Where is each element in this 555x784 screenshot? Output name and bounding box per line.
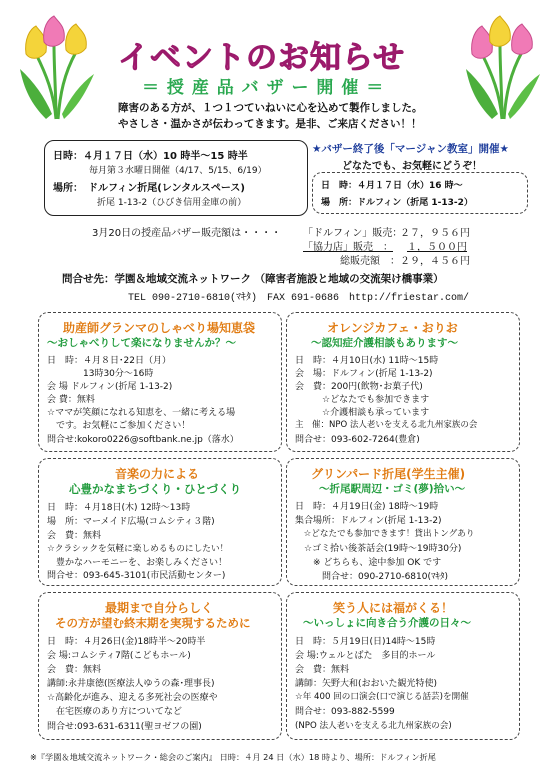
event-line: 会 費：無料 <box>47 665 102 675</box>
event-line: 日 時：４月８日･22日（月） <box>47 356 171 366</box>
event-contact: (NPO 法人老いを支える北九州家族の会) <box>295 721 452 731</box>
mahjong-date: 日 時：４月１７日（水）16 時～ <box>321 181 463 191</box>
mahjong-sub: どなたでも、お気軽にどうぞ！ <box>342 161 482 172</box>
event-line: 主 催：NPO 法人老いを支える北九州家族の会 <box>295 420 478 430</box>
event-line: 場 所：マーメイド広場(コムシティ３階) <box>47 517 215 527</box>
event-title: 音楽の力による <box>115 467 200 481</box>
event-line: 会 費：無料 <box>295 665 350 675</box>
event-line: 日 時：４月26日(金)18時半～20時半 <box>47 637 206 647</box>
event-title: 助産師グランマのしゃべり場知恵袋 <box>63 321 256 335</box>
event-contact: 問合せ：093-602-7264(豊倉) <box>295 435 420 445</box>
event-line: です。お気軽にご参加ください！ <box>47 421 191 431</box>
bazaar-address: 折尾 1-13-2（ひびき信用金庫の前） <box>97 198 247 208</box>
event-line: 集合場所：ドルフィン(折尾 1-13-2) <box>295 516 442 526</box>
event-line: 問合せ：093-882-5599 <box>295 707 395 717</box>
bazaar-place: 場所： ドルフィン折尾(レンタルスペース) <box>53 183 245 194</box>
event-line: 会 費：無料 <box>47 395 95 405</box>
event-contact: 問合せ:093-631-6311(聖ヨゼフの園) <box>47 722 202 732</box>
event-line: 日 時：４月19日(金) 18時～19時 <box>295 502 439 512</box>
event-line: 会 場:ウェルとばた 多目的ホール <box>295 651 436 661</box>
event-line: 在宅医療のあり方についてなど <box>47 707 182 717</box>
event-line: 日 時：４月18日(木) 12時～13時 <box>47 503 191 513</box>
event-contact: 問合せ:kokoro0226@softbank.ne.jp（落水） <box>47 435 239 445</box>
event-card-midwife <box>38 312 282 452</box>
event-line: ☆クラシックを気軽に楽しめるものにしたい！ <box>47 544 229 554</box>
event-card-end-of-life <box>38 592 282 740</box>
page-title: イベントのお知らせ <box>118 40 406 76</box>
event-line: 会 場:コムシティ7階(こどもホール) <box>47 651 191 661</box>
event-line: 日 時：５月19日(日)14時～15時 <box>295 637 436 647</box>
event-card-greenbird <box>286 458 520 586</box>
event-line: 会 費：無料 <box>47 531 102 541</box>
event-line: ☆高齢化が進み、迎える多死社会の医療や <box>47 693 218 703</box>
event-title: グリンパード折尾(学生主催) <box>311 467 466 481</box>
sales-row3-value: ２９，４５６円 <box>400 256 470 267</box>
event-line: 会 費：200円(飲物･お菓子代) <box>295 382 423 392</box>
page-subtitle: ＝ 授 産 品 バ ザ ー 開 催 ＝ <box>142 78 385 98</box>
contact-line-2: TEL 090-2710-6810(ﾏｷﾀ) FAX 691-0686 http://friestar.com/ <box>128 293 470 304</box>
sales-row1-value: ２７，９５６円 <box>400 228 470 239</box>
event-subtitle: 心豊かなまちづくり・ひとづくり <box>69 482 242 496</box>
event-line: 豊かなハーモニーを、お楽しみください！ <box>47 558 228 568</box>
sales-lead: 3月20日の授産品バザー販売額は・・・・ <box>92 228 282 239</box>
event-title: 最期まで自分らしく <box>105 601 214 615</box>
event-line: ☆年 400 回の口演会(口で演じる話芸)を開催 <box>295 692 469 702</box>
event-contact: 問合せ：090-2710-6810(ﾏｷﾀ) <box>295 572 449 582</box>
mahjong-info-box <box>312 172 528 214</box>
event-line: 会 場 ドルフィン(折尾 1-13-2) <box>47 382 173 392</box>
event-card-music <box>38 458 282 586</box>
event-line: ☆介護相談も承っています <box>295 408 430 418</box>
intro-line-1: 障害のある方が、１つ１つていねいに心を込めて製作しました。 <box>118 102 423 114</box>
sales-row3-label: 総販売額 ： <box>340 256 400 267</box>
event-title: 笑う人には福がくる！ <box>333 601 454 615</box>
sales-row2-value: １，５００円 <box>407 242 467 253</box>
event-line: 会 場：ドルフィン(折尾 1-13-2) <box>295 369 433 379</box>
bazaar-monthly: 毎月第３水曜日開催（4/17、5/15、6/19） <box>89 166 267 176</box>
bazaar-date: 日時：４月１７日（水）10 時半～15 時半 <box>53 151 248 162</box>
event-line: 日 時：４月10日(水) 11時～15時 <box>295 356 439 366</box>
mahjong-heading: ★バザー終了後「マージャン教室」開催★ <box>312 143 509 155</box>
event-subtitle: ～折尾駅周辺・ゴミ(夢)拾い～ <box>319 483 466 495</box>
event-line: ※ どちらも、途中参加 OK です <box>295 558 442 568</box>
event-line: ☆どなたでも参加できます <box>295 395 430 405</box>
footer-note: ※『学園＆地域交流ネットワーク・総会のご案内』 日時：４月 24 日（水）18 時より、場所：ドルフィン折尾 <box>30 752 436 762</box>
tulip-bouquet-right-icon <box>452 14 552 124</box>
event-subtitle: ～認知症介護相談もあります～ <box>311 337 458 349</box>
event-line: 13時30分～16時 <box>47 369 154 379</box>
event-line: ☆ゴミ拾い後茶話会(19時～19時30分) <box>295 544 462 554</box>
event-line: 講師：矢野大和(おおいた観光特使) <box>295 679 438 689</box>
intro-line-2: やさしさ・温かさが伝わってきます。是非、ご来店ください！！ <box>118 118 422 130</box>
bazaar-info-box <box>44 140 308 216</box>
sales-row1-label: 「ドルフィン」販売： <box>303 228 403 239</box>
event-line: ☆ママが笑顔になれる知恵を、一緒に考える場 <box>47 408 236 418</box>
contact-line-1: 問合せ先：学園＆地域交流ネットワーク （障害者施設と地域の交流架け橋事業） <box>62 273 444 285</box>
event-subtitle: ～おしゃべりして楽になりませんか？～ <box>47 337 236 349</box>
mahjong-place: 場 所：ドルフィン（折尾 1-13-2） <box>321 198 473 208</box>
event-subtitle: その方が望む終末期を実現するために <box>55 616 251 630</box>
event-title: オレンジカフェ・おりお <box>327 321 458 335</box>
event-card-orange-cafe <box>286 312 520 452</box>
event-contact: 問合せ：093-645-3101(市民活動センター) <box>47 571 226 581</box>
event-subtitle: ～いっしょに向き合う介護の日々～ <box>303 617 471 629</box>
event-line: ☆どなたでも参加できます！貸出トングあり <box>295 529 475 539</box>
event-line: 講師:永井康徳(医療法人ゆうの森･理事長) <box>47 679 215 689</box>
sales-row2-label: 「協力店」販売 ： <box>303 242 393 253</box>
event-card-laughter <box>286 592 520 740</box>
tulip-bouquet-left-icon <box>6 14 106 124</box>
